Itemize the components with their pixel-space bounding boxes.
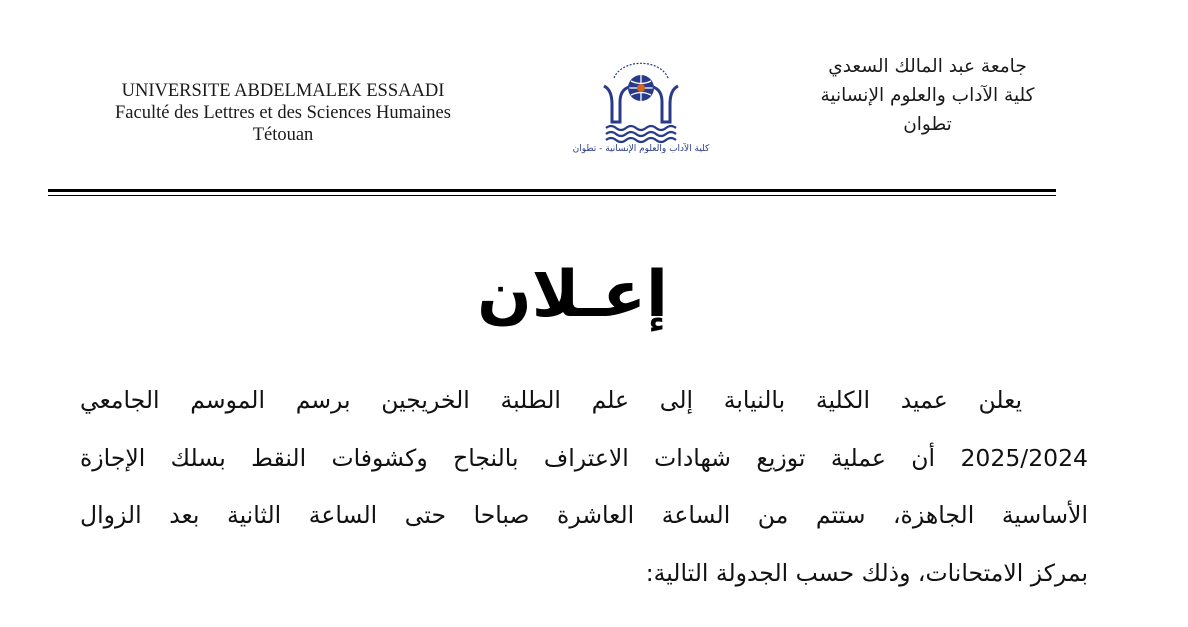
announcement-line: 2025/2024 أن عملية توزيع شهادات الاعتراف بالنجاح وكشوفات النقط بسلك الإجازة bbox=[80, 443, 1088, 472]
city-name-latin: Tétouan bbox=[252, 125, 314, 145]
logo-caption: كلية الآداب والعلوم الإنسانية - تطوان bbox=[572, 144, 710, 154]
university-name-arabic: جامعة عبد المالك السعدي bbox=[828, 56, 1027, 77]
faculty-name-latin: Faculté des Lettres et des Sciences Humaines bbox=[115, 103, 451, 123]
announcement-title: إعـلان bbox=[477, 258, 668, 332]
university-name-latin: UNIVERSITE ABDELMALEK ESSAADI bbox=[121, 81, 445, 101]
announcement-line: الأساسية الجاهزة، ستتم من الساعة العاشرة صباحا حتى الساعة الثانية بعد الزوال bbox=[80, 501, 1088, 529]
header-left-latin bbox=[78, 80, 488, 146]
header-right-arabic bbox=[790, 52, 1065, 139]
announcement-line: يعلن عميد الكلية بالنيابة إلى علم الطلبة الخريجين برسم الموسم الجامعي bbox=[80, 386, 1022, 414]
header-divider-thick bbox=[48, 189, 1056, 192]
announcement-line: بمركز الامتحانات، وذلك حسب الجدولة التالية: bbox=[645, 558, 1088, 587]
announcement-body bbox=[80, 372, 1088, 602]
city-name-arabic: تطوان bbox=[903, 114, 952, 135]
header-divider-thin bbox=[48, 195, 1056, 196]
faculty-name-arabic: كلية الآداب والعلوم الإنسانية bbox=[820, 85, 1035, 106]
